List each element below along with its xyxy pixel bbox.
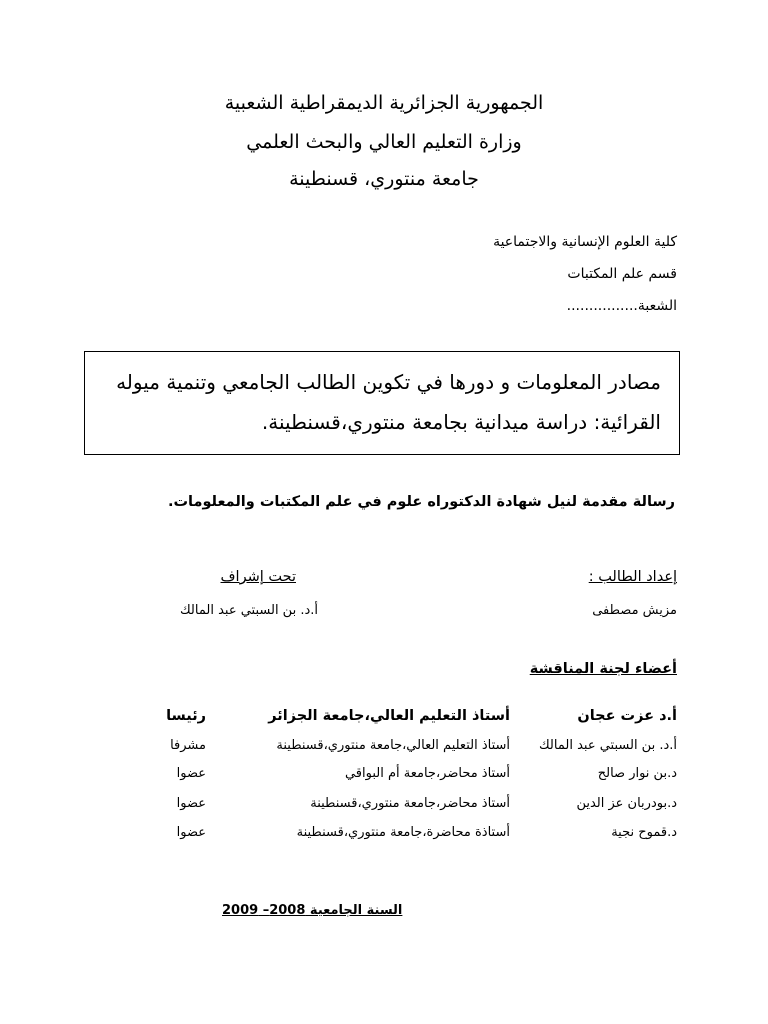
- member-role: عضوا: [176, 796, 206, 811]
- member-position: أستاذة محاضرة،جامعة منتوري،قسنطينة: [296, 825, 510, 840]
- member-role: عضوا: [176, 825, 206, 840]
- ministry-name: وزارة التعليم العالي والبحث العلمي: [246, 131, 522, 153]
- committee-heading: أعضاء لجنة المناقشة: [529, 661, 677, 677]
- thesis-subtitle: رسالة مقدمة لنيل شهادة الدكتوراه علوم في علم المكتبات والمعلومات.: [167, 494, 675, 510]
- member-position: أستاذ محاضر،جامعة أم البواقي: [344, 766, 510, 781]
- member-role: رئيسا: [166, 708, 206, 724]
- member-position: أستاذ محاضر،جامعة منتوري،قسنطينة: [310, 796, 510, 811]
- member-name: د.قموح نجية: [611, 825, 677, 840]
- supervision-label: تحت إشراف: [220, 569, 296, 585]
- thesis-title-line2: القرائية: دراسة ميدانية بجامعة منتوري،قسنطينة.: [261, 410, 661, 434]
- member-position: أستاذ التعليم العالي،جامعة الجزائر: [268, 708, 510, 724]
- branch-field: الشعبة................: [566, 298, 677, 314]
- member-role: عضوا: [176, 766, 206, 781]
- prepared-by-label: إعداد الطالب :: [588, 569, 677, 585]
- college-name: كلية العلوم الإنسانية والاجتماعية: [493, 234, 677, 250]
- member-name: أ.د. بن السبتي عبد المالك: [538, 738, 677, 753]
- university-name: جامعة منتوري، قسنطينة: [289, 168, 479, 190]
- supervisor-name: أ.د. بن السبتي عبد المالك: [179, 603, 318, 618]
- member-role: مشرفا: [170, 738, 206, 753]
- member-name: د.بن نوار صالح: [597, 766, 677, 781]
- thesis-title-line1: مصادر المعلومات و دورها في تكوين الطالب الجامعي وتنمية ميوله: [116, 370, 661, 394]
- academic-year: السنة الجامعية 2008– 2009: [222, 903, 403, 918]
- member-position: أستاذ التعليم العالي،جامعة منتوري،قسنطينة: [276, 738, 510, 753]
- republic-name: الجمهورية الجزائرية الديمقراطية الشعبية: [224, 92, 544, 114]
- student-name: مزيش مصطفى: [592, 603, 677, 618]
- member-name: أ.د عزت عجان: [577, 708, 677, 724]
- department-name: قسم علم المكتبات: [567, 266, 677, 282]
- thesis-title-box: [84, 351, 680, 455]
- member-name: د.بودربان عز الدين: [576, 796, 677, 811]
